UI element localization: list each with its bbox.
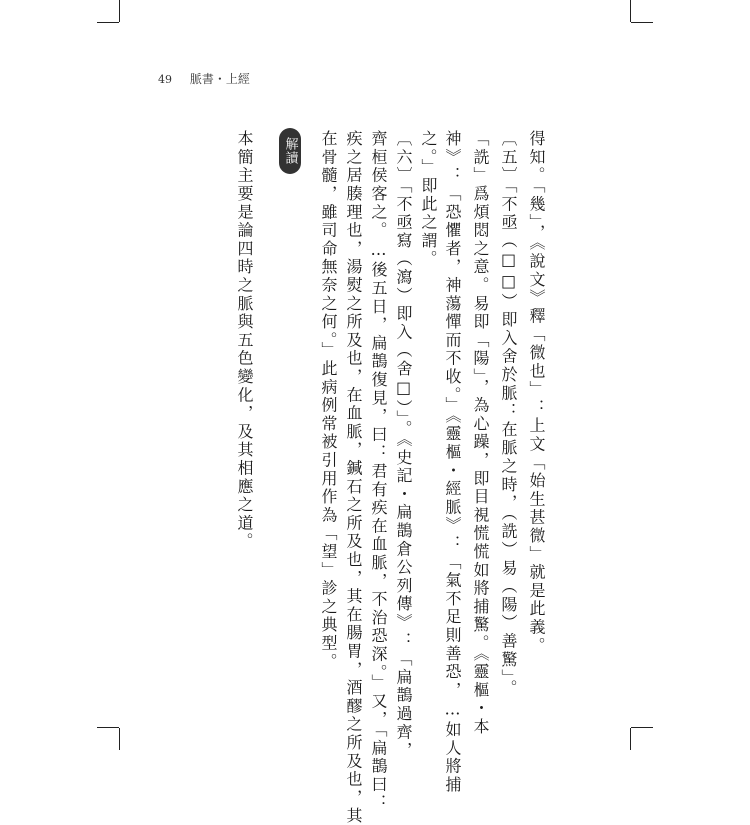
page-number: 49 bbox=[158, 73, 172, 86]
crop-mark-top-right-v bbox=[630, 0, 631, 22]
text-column-1: 得知。「幾」，《說文》釋「微也」：上文「始生甚微」就是此義。 bbox=[527, 130, 546, 655]
chapter-title: 脈書・上經 bbox=[189, 72, 250, 86]
crop-mark-bottom-right-h bbox=[631, 727, 653, 728]
text-column-9: 在骨髓，雖司命無奈之何。」此病例常被引用作為「望」診之典型。 bbox=[319, 130, 338, 671]
text-column-7: 齊桓侯客之。…後五日，扁鵲復見，曰：君有疾在血脈，不治恐深。」又，「扁鵲曰： bbox=[369, 130, 388, 813]
crop-mark-top-left-h bbox=[97, 22, 119, 23]
crop-mark-bottom-left-v bbox=[119, 728, 120, 750]
text-column-8: 疾之居腠理也，湯熨之所及也，在血脈，鍼石之所及也，其在腸胃，酒醪之所及也，其 bbox=[344, 130, 363, 825]
running-header bbox=[158, 70, 250, 87]
crop-mark-top-right-h bbox=[631, 22, 653, 23]
text-column-3: 「詵」爲煩悶之意。易即「陽」，為心躁，即目視慌慌如將捕驚。《靈樞・本 bbox=[471, 130, 490, 737]
crop-mark-top-left-v bbox=[119, 0, 120, 22]
text-column-4: 神》：「恐懼者，神蕩憚而不收。」《靈樞・經脈》：「氣不足則善恐，…如人將捕 bbox=[443, 130, 462, 795]
section-tag-jiedu: 解讀 bbox=[279, 128, 301, 174]
text-column-2: 〔五〕「不亟（□□）即入舍於脈：在脈之時，（詵）易（陽）善驚」。 bbox=[499, 130, 518, 698]
text-column-10: 本簡主要是論四時之脈與五色變化，及其相應之道。 bbox=[235, 130, 254, 551]
text-column-5: 之。」即此之謂。 bbox=[419, 130, 438, 269]
crop-mark-bottom-left-h bbox=[97, 727, 119, 728]
text-column-6: 〔六〕「不亟寫（瀉）即入（舍□）」。《史記・扁鵲倉公列傳》：「扁鵲過齊， bbox=[394, 130, 413, 760]
crop-mark-bottom-right-v bbox=[630, 728, 631, 750]
